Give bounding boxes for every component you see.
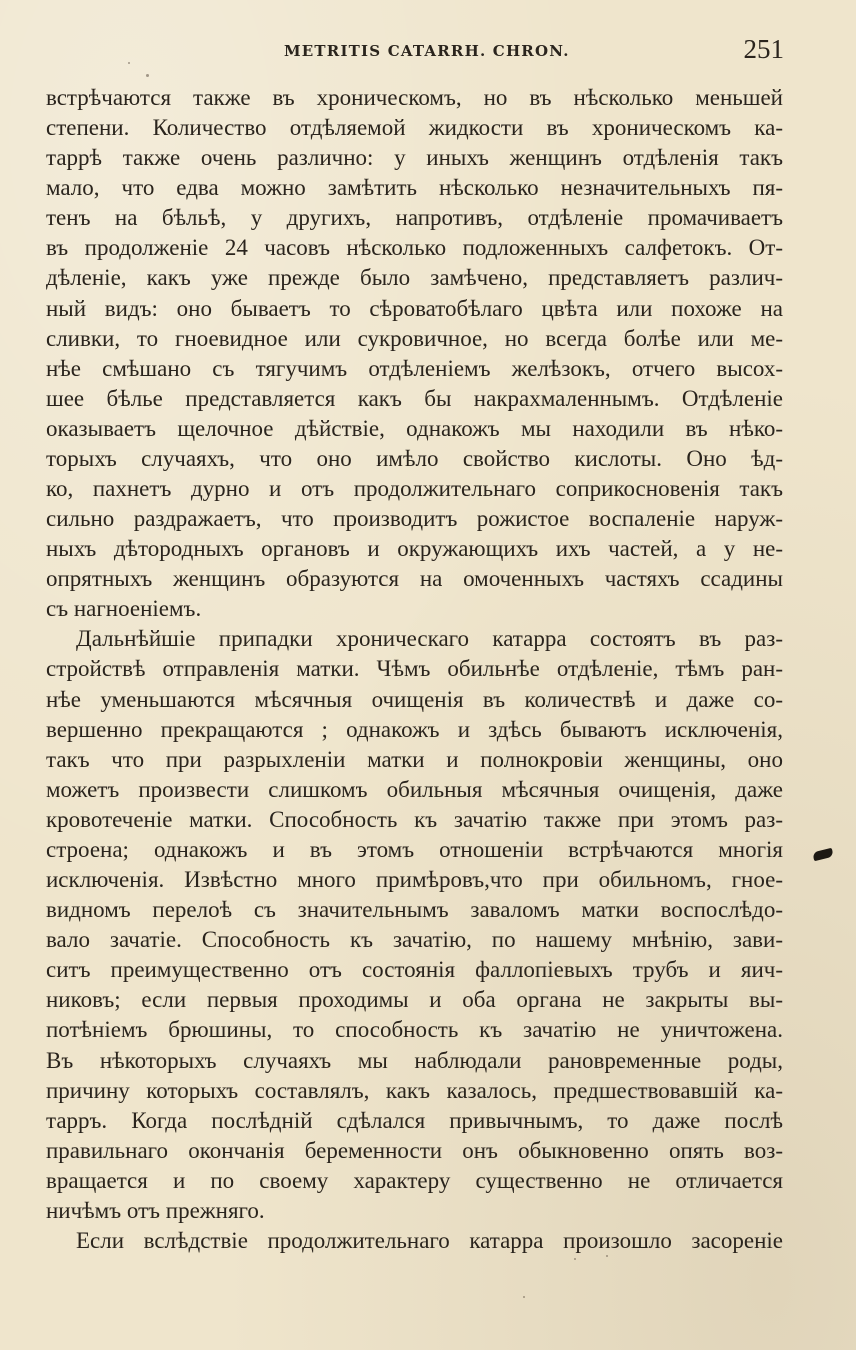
page-header (0, 34, 856, 70)
text-line: нѣе смѣшано съ тягучимъ отдѣленіемъ желѣзокъ, отчего высох- (46, 355, 783, 381)
text-line: опрятныхъ женщинъ образуются на омоченныхъ частяхъ ссадины (46, 566, 783, 592)
text-line: стройствѣ отправленія матки. Чѣмъ обильнѣе отдѣленіе, тѣмъ ран- (46, 656, 783, 682)
text-line: тарръ. Когда послѣдній сдѣлался привычнымъ, то даже послѣ (46, 1107, 783, 1133)
text-line: шее бѣлье представляется какъ бы накрахмаленнымъ. Отдѣленіе (46, 385, 783, 411)
text-line: ко, пахнетъ дурно и отъ продолжительнаго соприкосновенія такъ (46, 476, 783, 502)
text-line: видномъ перелоѣ съ значительнымъ заваломъ матки воспослѣдо- (46, 897, 783, 923)
text-line: торыхъ случаяхъ, что оно имѣло свойство кислоты. Оно ѣд- (46, 445, 783, 471)
text-line: тенъ на бѣльѣ, у другихъ, напротивъ, отдѣленіе промачиваетъ (46, 205, 783, 231)
ink-mark (812, 848, 834, 862)
text-line: сливки, то гноевидное или сукровичное, но всегда болѣе или ме- (46, 325, 783, 351)
text-line: Если вслѣдствіе продолжительнаго катарра произошло засореніе (76, 1227, 783, 1253)
text-line: причину которыхъ составлялъ, какъ казалось, предшествовавшій ка- (46, 1077, 783, 1103)
text-line: таррѣ также очень различно: у иныхъ женщинъ отдѣленія такъ (46, 145, 783, 171)
text-line: дѣленіе, какъ уже прежде было замѣчено, представляетъ различ- (46, 265, 783, 291)
text-line: правильнаго окончанія беременности онъ обыкновенно опять воз- (46, 1137, 783, 1163)
running-head: METRITIS CATARRH. CHRON. (284, 42, 570, 60)
text-line: вершенно прекращаются ; однакожъ и здѣсь бываютъ исключенія, (46, 716, 783, 742)
text-line: Въ нѣкоторыхъ случаяхъ мы наблюдали рановременные роды, (46, 1047, 783, 1073)
speck (146, 74, 149, 77)
text-line: потѣніемъ брюшины, то способность къ зачатію не уничтожена. (46, 1017, 783, 1043)
text-line: можетъ произвести слишкомъ обильныя мѣсячныя очищенія, даже (46, 776, 783, 802)
text-line: исключенія. Извѣстно много примѣровъ,что при обильномъ, гное- (46, 867, 783, 893)
text-line: степени. Количество отдѣляемой жидкости въ хроническомъ ка- (46, 115, 783, 141)
text-line: оказываетъ щелочное дѣйствіе, однакожъ мы находили въ нѣко- (46, 415, 783, 441)
text-line: мало, что едва можно замѣтить нѣсколько незначительныхъ пя- (46, 175, 783, 201)
text-line: ситъ преимущественно отъ состоянія фаллопіевыхъ трубъ и яич- (46, 957, 783, 983)
text-line: Дальнѣйшіе припадки хроническаго катарра состоятъ въ раз- (76, 626, 783, 652)
text-line: такъ что при разрыхленіи матки и полнокровіи женщины, оно (46, 746, 783, 772)
text-line: никовъ; если первыя проходимы и оба органа не закрыты вы- (46, 987, 783, 1013)
text-line: съ нагноеніемъ. (46, 596, 202, 622)
text-line: встрѣчаются также въ хроническомъ, но въ нѣсколько меньшей (46, 85, 783, 110)
text-line: кровотеченіе матки. Способность къ зачатію также при этомъ раз- (46, 806, 783, 832)
speck (523, 1296, 525, 1298)
page-number: 251 (743, 34, 784, 64)
text-line: ныхъ дѣтородныхъ органовъ и окружающихъ ихъ частей, а у не- (46, 536, 783, 562)
text-line: ный видъ: оно бываетъ то сѣроватобѣлаго цвѣта или похоже на (46, 295, 783, 321)
text-line: ничѣмъ отъ прежняго. (46, 1197, 265, 1223)
speck (574, 1258, 576, 1260)
text-line: вало зачатіе. Способность къ зачатію, по нашему мнѣнію, зави- (46, 927, 783, 953)
text-line: сильно раздражаетъ, что производитъ рожистое воспаленіе наруж- (46, 506, 783, 532)
text-line: нѣе уменьшаются мѣсячныя очищенія въ количествѣ и даже со- (46, 686, 783, 712)
body-text (46, 83, 783, 1256)
text-line: строена; однакожъ и въ этомъ отношеніи встрѣчаются многія (46, 836, 783, 862)
text-line: вращается и по своему характеру существенно не отличается (46, 1167, 783, 1193)
text-line: въ продолженіе 24 часовъ нѣсколько подложенныхъ салфетокъ. От- (46, 235, 783, 261)
